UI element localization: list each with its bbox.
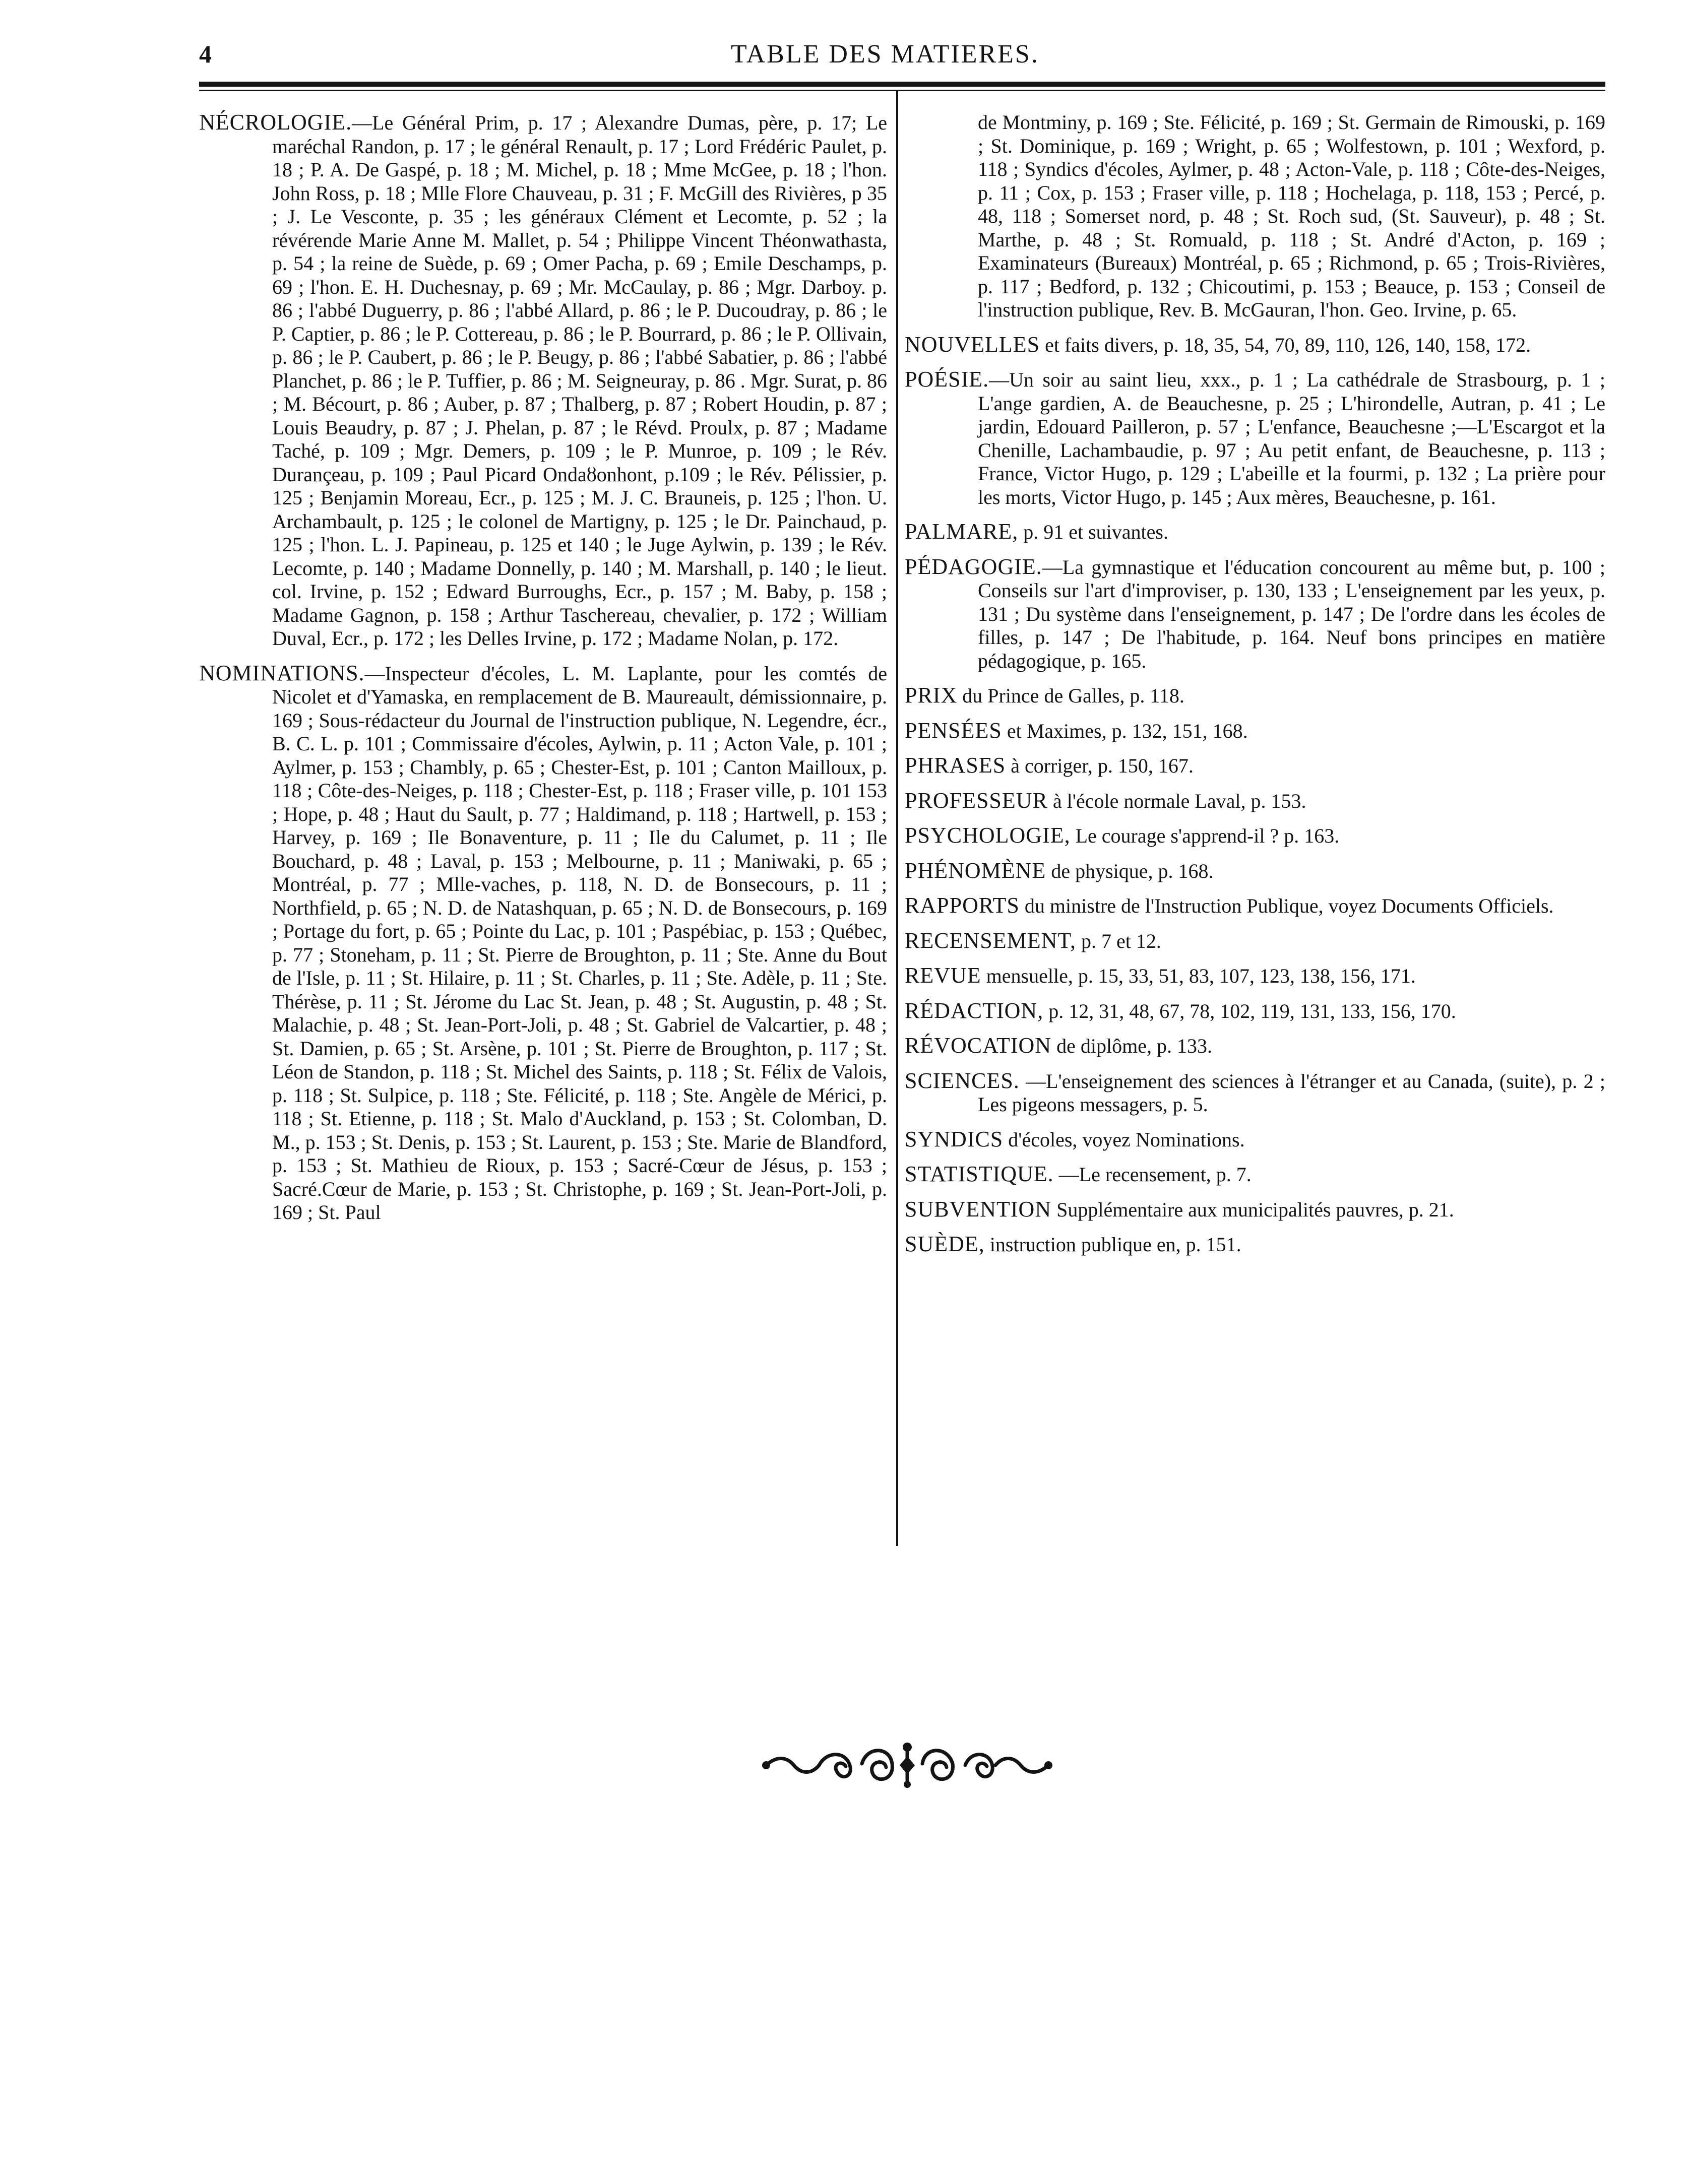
entry-text: —Un soir au saint lieu, xxx., p. 1 ; La cathédrale de Strasbourg, p. 1 ; L'ange gardien, A. de Beauchesne, p. 25 ; L'hirondelle, Autran, p. 41 ; Le jardin, Edouard Pailleron, p. 57 ; L'enfance, Beauchesne ;—L'Escargot et la Chenille, Lachambaudie, p. 97 ; Au petit enfant, de Beauchesne, p. 113 ; France, Victor Hugo, p. 129 ; L'abeille et la fourmi, p. 132 ; La prière pour les morts, Victor Hugo, p. 145 ; Aux mères, Beauchesne, p. 161. [978, 368, 1605, 508]
fleuron-ornament-icon [756, 1736, 1058, 1791]
entry-heading: RAPPORTS [905, 893, 1020, 918]
index-entry-phrases [905, 754, 1605, 778]
index-entry-necrologie [199, 111, 887, 651]
header-rule-thin [199, 90, 1605, 91]
entry-heading: PÉDAGOGIE. [905, 554, 1042, 579]
entry-heading: RECENSEMENT, [905, 928, 1076, 953]
entry-heading: PALMARE, [905, 519, 1019, 544]
index-entry-poesie [905, 368, 1605, 509]
entry-heading: POÉSIE. [905, 367, 989, 392]
entry-heading: PRIX [905, 683, 958, 708]
entry-text: —Inspecteur d'écoles, L. M. Laplante, pour les comtés de Nicolet et d'Yamaska, en remplacement de B. Maureault, démissionnaire, p. 169 ; Sous-rédacteur du Journal de l'instruction publique, N. Legendre, écr., B. C. L. p. 101 ; Commissaire d'écoles, Aylwin, p. 11 ; Acton Vale, p. 101 ; Aylmer, p. 153 ; Chambly, p. 65 ; Chester-Est, p. 101 ; Canton Mailloux, p. 118 ; Côte-des-Neiges, p. 118 ; Chester-Est, p. 118 ; Fraser ville, p. 101 153 ; Hope, p. 48 ; Haut du Sault, p. 77 ; Haldimand, p. 118 ; Hartwell, p. 153 ; Harvey, p. 169 ; Ile Bonaventure, p. 11 ; Ile du Calumet, p. 11 ; Ile Bouchard, p. 48 ; Laval, p. 153 ; Melbourne, p. 11 ; Maniwaki, p. 65 ; Montréal, p. 77 ; Mlle-vaches, p. 118, N. D. de Bonsecours, p. 11 ; Northfield, p. 65 ; N. D. de Natashquan, p. 65 ; N. D. de Bonsecours, p. 169 ; Portage du fort, p. 65 ; Pointe du Lac, p. 101 ; Paspébiac, p. 153 ; Québec, p. 77 ; Stoneham, p. 11 ; St. Pierre de Broughton, p. 11 ; Ste. Anne du Bout de l'Isle, p. 11 ; St. Hilaire, p. 11 ; St. Charles, p. 11 ; Ste. Adèle, p. 11 ; Ste. Thérèse, p. 11 ; St. Jérome du Lac St. Jean, p. 48 ; St. Augustin, p. 48 ; St. Malachie, p. 48 ; St. Jean-Port-Joli, p. 48 ; St. Gabriel de Valcartier, p. 48 ; St. Damien, p. 65 ; St. Arsène, p. 101 ; St. Pierre de Broughton, p. 117 ; St. Léon de Standon, p. 118 ; St. Michel des Saints, p. 118 ; St. Félix de Valois, p. 118 ; St. Sulpice, p. 118 ; Ste. Félicité, p. 118 ; Ste. Angèle de Mérici, p. 118 ; St. Etienne, p. 118 ; St. Malo d'Auckland, p. 153 ; St. Colomban, D. M., p. 153 ; St. Denis, p. 153 ; St. Laurent, p. 153 ; Ste. Marie de Blandford, p. 153 ; St. Mathieu de Rioux, p. 153 ; Sacré-Cœur de Jésus, p. 153 ; Sacré.Cœur de Marie, p. 153 ; St. Christophe, p. 169 ; St. Jean-Port-Joli, p. 169 ; St. Paul [272, 662, 887, 1224]
index-entry-pensees [905, 719, 1605, 743]
index-entry-nominations [199, 662, 887, 1225]
index-entry-pedagogie [905, 555, 1605, 673]
entry-heading: PENSÉES [905, 718, 1002, 743]
index-entry-professeur [905, 789, 1605, 813]
index-entry-palmare [905, 520, 1605, 544]
index-entry-phenomene [905, 859, 1605, 883]
entry-text: de Montminy, p. 169 ; Ste. Félicité, p. 169 ; St. Germain de Rimouski, p. 169 ; St. Dominique, p. 169 ; Wright, p. 65 ; Wolfestown, p. 101 ; Wexford, p. 118 ; Syndics d'écoles, Aylmer, p. 48 ; Acton-Vale, p. 118 ; Côte-des-Neiges, p. 11 ; Cox, p. 153 ; Fraser ville, p. 118 ; Hochelaga, p. 118, 153 ; Percé, p. 48, 118 ; Somerset nord, p. 48 ; St. Roch sud, (St. Sauveur), p. 48 ; St. Marthe, p. 48 ; St. Romuald, p. 118 ; St. André d'Acton, p. 169 ; Examinateurs (Bureaux) Montréal, p. 65 ; Richmond, p. 65 ; Trois-Rivières, p. 117 ; Bedford, p. 132 ; Chicoutimi, p. 153 ; Beauce, p. 153 ; Conseil de l'instruction publique, Rev. B. McGauran, l'hon. Geo. Irvine, p. 65. [978, 111, 1605, 321]
entry-heading: SUÈDE, [905, 1232, 985, 1256]
entry-text: Supplémentaire aux municipalités pauvres, p. 21. [1051, 1198, 1454, 1221]
entry-heading: RÉDACTION, [905, 998, 1044, 1023]
entry-text: et Maximes, p. 132, 151, 168. [1002, 719, 1248, 742]
entry-heading: PHRASES [905, 753, 1006, 778]
entry-heading: NOUVELLES [905, 332, 1040, 357]
entry-heading: STATISTIQUE. [905, 1162, 1054, 1186]
entry-heading: RÉVOCATION [905, 1033, 1052, 1058]
entry-heading: NÉCROLOGIE. [199, 110, 352, 135]
entry-text: —La gymnastique et l'éducation concourent au même but, p. 100 ; Conseils sur l'art d'improviser, p. 130, 133 ; L'enseignement par les yeux, p. 131 ; Du système dans l'enseignement, p. 147 ; De l'ordre dans les écoles de filles, p. 147 ; De l'habitude, p. 164. Neuf bons principes en matière pédagogique, p. 165. [978, 555, 1605, 672]
left-column [199, 111, 887, 1236]
entry-text: —Le recensement, p. 7. [1053, 1163, 1252, 1186]
entry-text: de physique, p. 168. [1046, 859, 1214, 882]
index-entry-suede [905, 1233, 1605, 1257]
entry-text: à corriger, p. 150, 167. [1006, 754, 1194, 777]
page-number: 4 [199, 40, 212, 68]
entry-text: p. 7 et 12. [1076, 929, 1161, 952]
index-entry-syndics [905, 1128, 1605, 1152]
index-entry-recensement [905, 929, 1605, 953]
index-entry-psychologie [905, 824, 1605, 848]
index-entry-revocation [905, 1034, 1605, 1058]
right-column [905, 111, 1605, 1268]
index-entry-statistique [905, 1163, 1605, 1187]
entry-heading: PROFESSEUR [905, 788, 1048, 813]
entry-text: du ministre de l'Instruction Publique, voyez Documents Officiels. [1019, 894, 1554, 917]
page-title: TABLE DES MATIERES. [731, 40, 1039, 69]
entry-heading: SYNDICS [905, 1126, 1004, 1151]
entry-text: et faits divers, p. 18, 35, 54, 70, 89, 110, 126, 140, 158, 172. [1040, 333, 1531, 356]
entry-heading: REVUE [905, 963, 981, 988]
index-entry-subvention [905, 1198, 1605, 1222]
entry-text: à l'école normale Laval, p. 153. [1047, 789, 1306, 812]
index-entry-redaction [905, 999, 1605, 1023]
entry-heading: PSYCHOLOGIE, [905, 823, 1071, 848]
entry-text: du Prince de Galles, p. 118. [957, 684, 1184, 707]
entry-heading: NOMINATIONS. [199, 660, 365, 685]
entry-heading: SUBVENTION [905, 1196, 1052, 1222]
entry-text: Le courage s'apprend-il ? p. 163. [1070, 824, 1340, 847]
entry-text: p. 91 et suivantes. [1018, 521, 1168, 543]
entry-text: —L'enseignement des sciences à l'étranger et au Canada, (suite), p. 2 ; Les pigeons messagers, p. 5. [978, 1069, 1605, 1116]
header-rule-thick [199, 82, 1605, 87]
index-entry-nouvelles [905, 333, 1605, 357]
entry-text: —Le Général Prim, p. 17 ; Alexandre Dumas, père, p. 17; Le maréchal Randon, p. 17 ; le général Renault, p. 17 ; Lord Frédéric Paulet, p. 18 ; P. A. De Gaspé, p. 18 ; M. Michel, p. 18 ; Mme McGee, p. 18 ; l'hon. John Ross, p. 18 ; Mlle Flore Chauveau, p. 31 ; F. McGill des Rivières, p 35 ; J. Le Vesconte, p. 35 ; les généraux Clément et Lecomte, p. 52 ; la révérende Marie Anne M. Mallet, p. 54 ; Philippe Vincent Théonwathasta, p. 54 ; la reine de Suède, p. 69 ; Omer Pacha, p. 69 ; Emile Deschamps, p. 69 ; l'hon. E. H. Duchesnay, p. 69 ; Mr. McCaulay, p. 86 ; Mgr. Darboy. p. 86 ; l'abbé Duguerry, p. 86 ; l'abbé Allard, p. 86 ; le P. Ducoudray, p. 86 ; le P. Captier, p. 86 ; le P. Cottereau, p. 86 ; le P. Bourrard, p. 86 ; le P. Ollivain, p. 86 ; le P. Caubert, p. 86 ; le P. Beugy, p. 86 ; l'abbé Sabatier, p. 86 ; l'abbé Planchet, p. 86 ; le P. Tuffier, p. 86 ; M. Seigneuray, p. 86 . Mgr. Surat, p. 86 ; M. Bécourt, p. 86 ; Auber, p. 87 ; Thalberg, p. 87 ; Robert Houdin, p. 87 ; Louis Beaudry, p. 87 ; J. Phelan, p. 87 ; le Révd. Proulx, p. 87 ; Madame Taché, p. 109 ; Mgr. Demers, p. 109 ; le P. Munroe, p. 109 ; le Rév. Durançeau, p. 109 ; Paul Picard Ondaȣonhont, p.109 ; le Rév. Pélissier, p. 125 ; Benjamin Moreau, Ecr., p. 125 ; M. J. C. Brauneis, p. 125 ; l'hon. U. Archambault, p. 125 ; le colonel de Martigny, p. 125 ; le Dr. Painchaud, p. 125 ; l'hon. L. J. Papineau, p. 125 et 140 ; le Juge Aylwin, p. 139 ; le Rév. Lecomte, p. 140 ; Madame Donnelly, p. 140 ; M. Marshall, p. 140 ; le lieut. col. Irvine, p. 152 ; Edward Burroughs, Ecr., p. 157 ; M. Baby, p. 158 ; Madame Gagnon, p. 158 ; Arthur Taschereau, chevalier, p. 172 ; William Duval, Ecr., p. 172 ; les Delles Irvine, p. 172 ; Madame Nolan, p. 172. [272, 111, 887, 650]
entry-text: d'écoles, voyez Nominations. [1003, 1128, 1245, 1151]
index-entry-rapports [905, 894, 1605, 918]
entry-text: instruction publique en, p. 151. [984, 1233, 1241, 1256]
index-entry-nominations-continued [905, 111, 1605, 322]
entry-heading: SCIENCES. [905, 1068, 1020, 1093]
entry-text: de diplôme, p. 133. [1051, 1035, 1212, 1057]
index-entry-prix [905, 684, 1605, 708]
entry-text: mensuelle, p. 15, 33, 51, 83, 107, 123, 138, 156, 171. [981, 965, 1416, 987]
entry-heading: PHÉNOMÈNE [905, 858, 1046, 883]
entry-text: p. 12, 31, 48, 67, 78, 102, 119, 131, 133, 156, 170. [1043, 999, 1456, 1022]
index-entry-sciences [905, 1069, 1605, 1117]
column-divider [896, 90, 898, 1546]
index-entry-revue [905, 964, 1605, 988]
